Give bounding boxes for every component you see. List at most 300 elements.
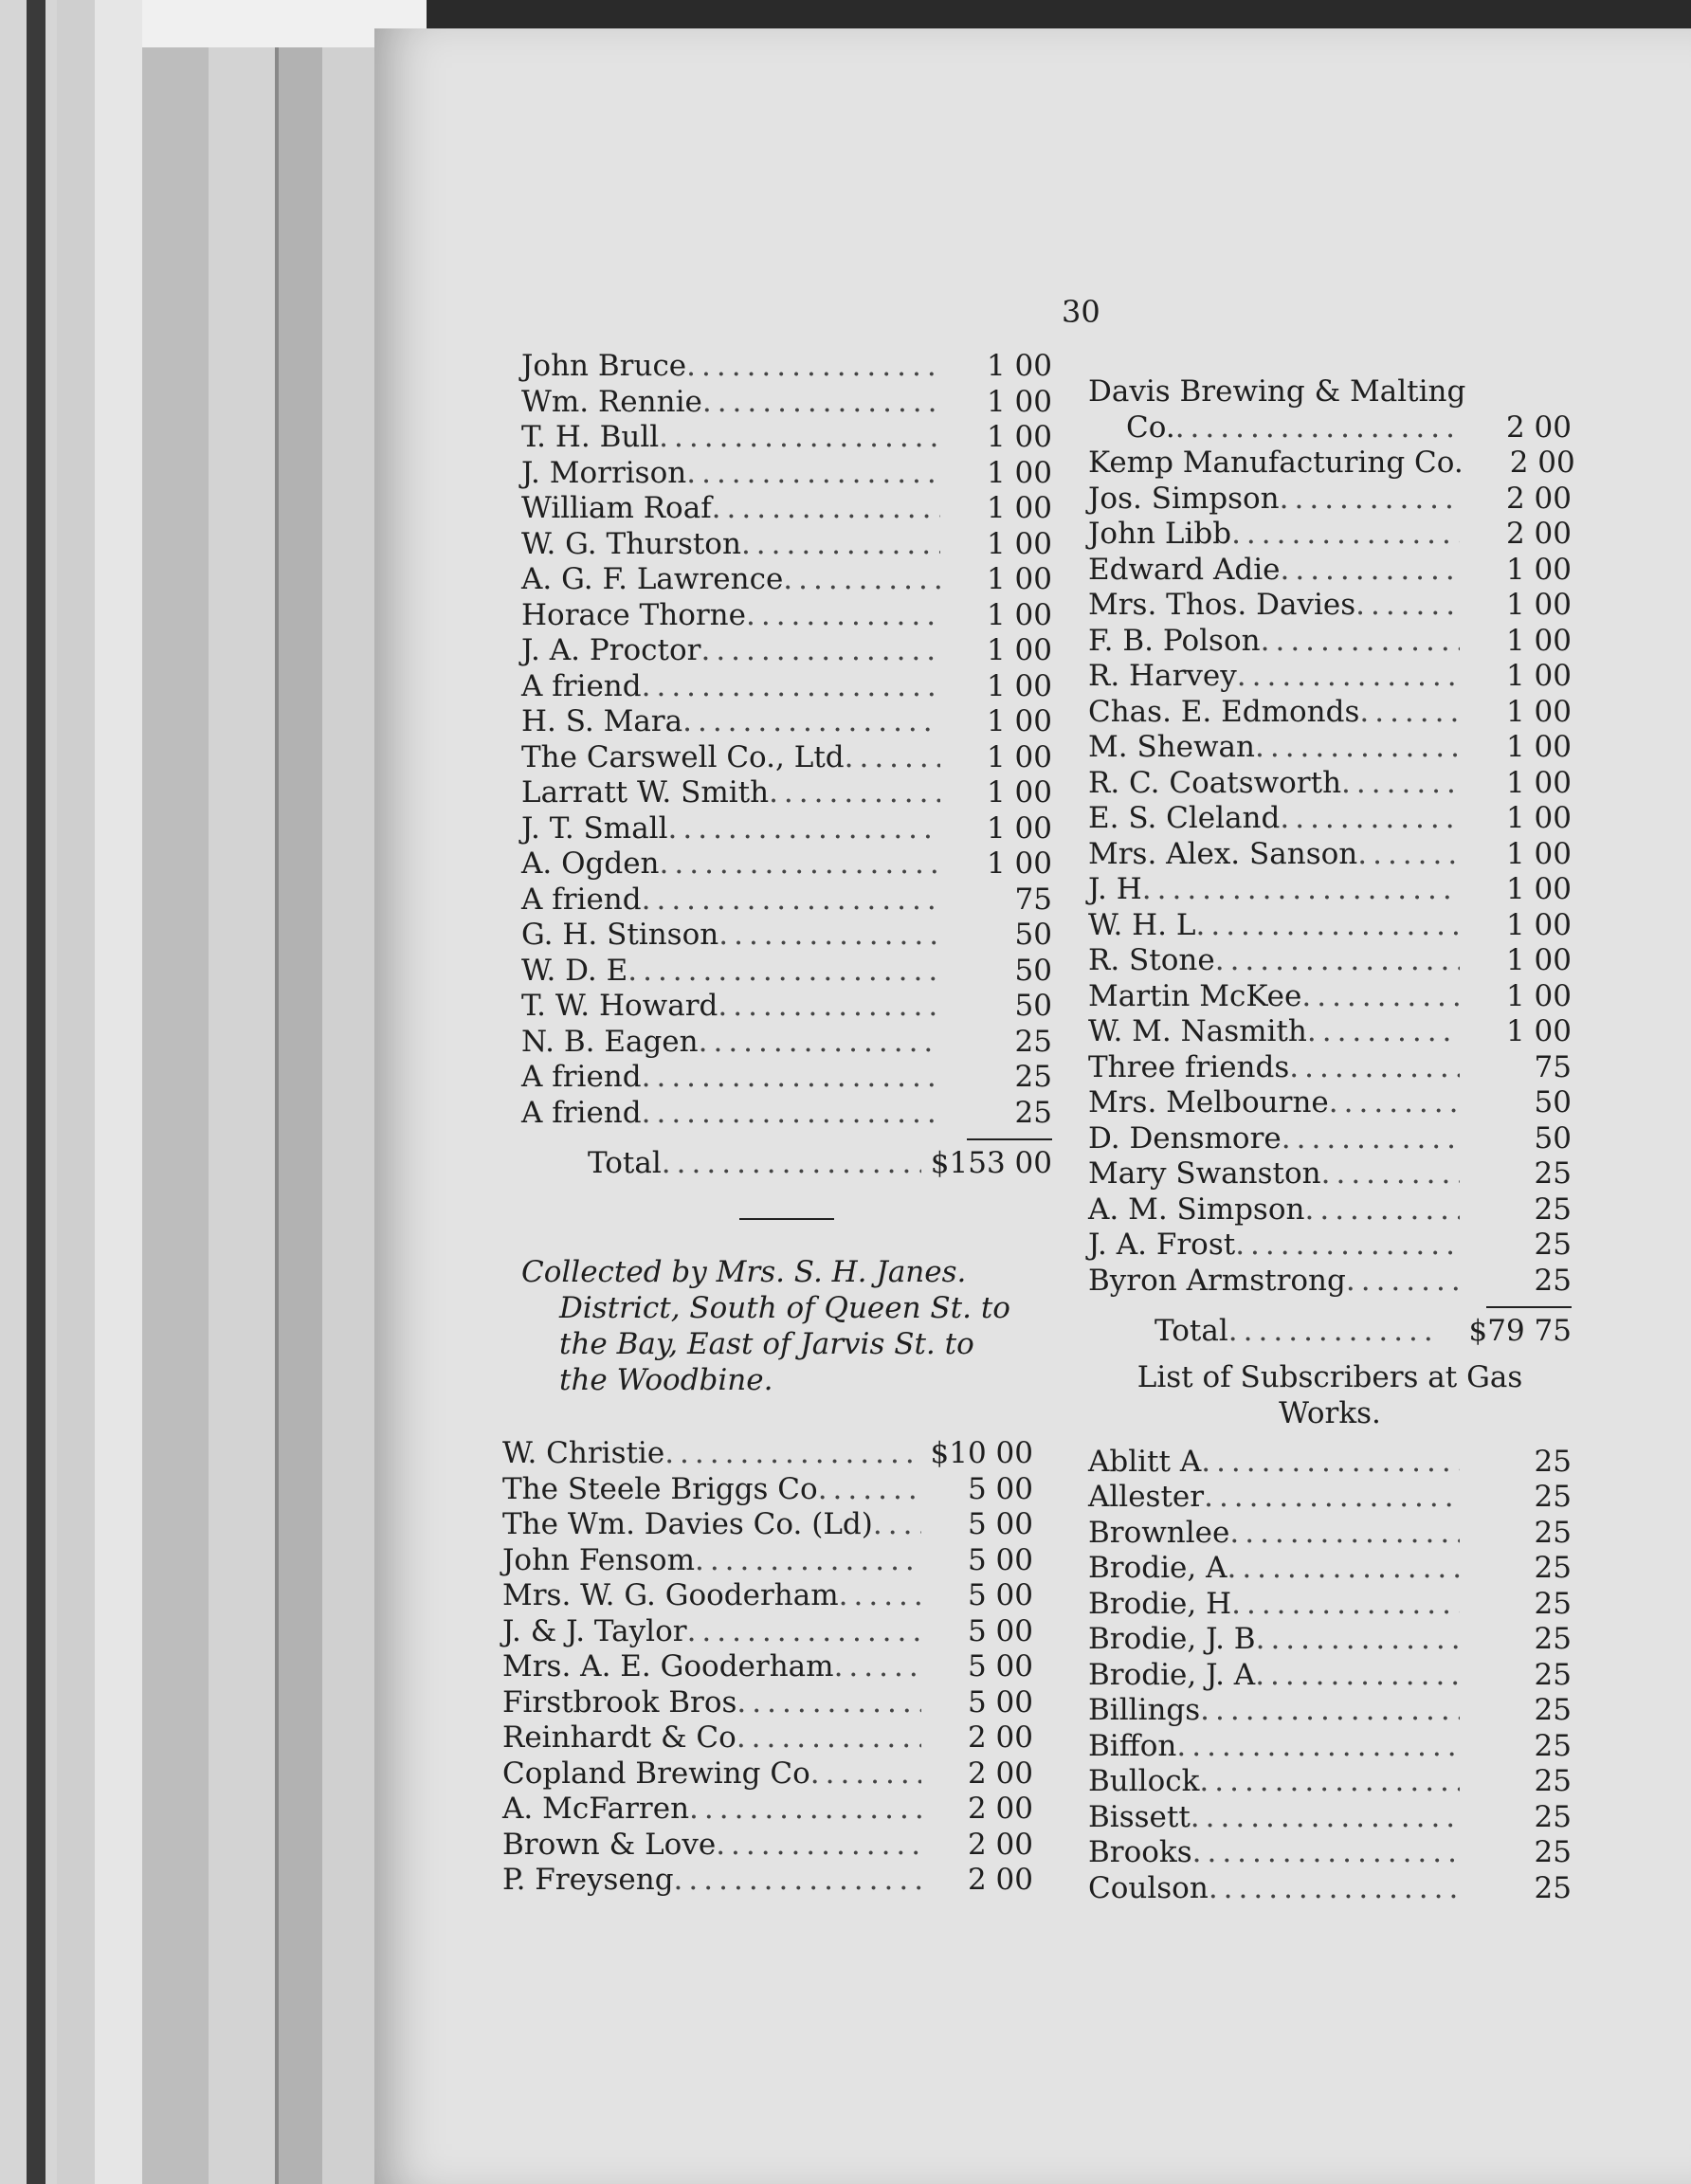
leader-dots [712, 491, 940, 527]
subscriber-amount: 25 [1534, 1764, 1572, 1798]
leader-dots [1281, 553, 1461, 589]
list-item [521, 1096, 1052, 1132]
list-item [1088, 1693, 1572, 1729]
subscriber-amount: 1 00 [1505, 623, 1572, 658]
subscriber-name: W. D. E [521, 953, 628, 988]
subscriber-name: The Carswell Co., Ltd [521, 739, 845, 774]
subscriber-amount: 1 00 [1505, 836, 1572, 871]
left-subscriber-list-2 [502, 1436, 1033, 1899]
list-item [521, 918, 1052, 954]
right-column [1088, 374, 1575, 1906]
leader-dots [1282, 1121, 1460, 1157]
subscriber-amount: 25 [1534, 1693, 1572, 1727]
leader-dots [1215, 943, 1460, 979]
subscriber-amount: 1 00 [1505, 659, 1572, 693]
subscriber-amount: 25 [1534, 1444, 1572, 1479]
subscriber-name: Jos. Simpson [1088, 481, 1280, 516]
leader-dots [660, 846, 940, 883]
list-item [521, 1025, 1052, 1061]
subscriber-amount: 1 00 [986, 562, 1052, 596]
book-edge [27, 0, 45, 2184]
subscriber-name: A. Ogden [521, 846, 660, 881]
list-item [521, 704, 1052, 740]
leader-dots [839, 1578, 921, 1614]
leader-dots [642, 1096, 940, 1132]
list-item [1088, 1445, 1572, 1481]
list-item [1088, 1014, 1572, 1050]
subscriber-amount: 75 [1534, 1049, 1572, 1084]
list-item [1088, 482, 1572, 518]
list-item [1088, 624, 1572, 660]
subscriber-name: R. Stone [1088, 943, 1215, 977]
subscriber-name: Bullock [1088, 1764, 1200, 1798]
subscriber-amount: 1 00 [986, 597, 1052, 632]
subscriber-amount: 1 00 [986, 846, 1052, 881]
list-item [521, 811, 1052, 847]
list-item [1088, 1551, 1572, 1587]
subscriber-amount: 1 00 [986, 668, 1052, 703]
list-item [521, 775, 1052, 811]
leader-dots [1200, 1693, 1460, 1729]
leader-dots [1228, 1314, 1441, 1350]
leader-dots [1191, 1800, 1460, 1836]
list-item [502, 1436, 1033, 1472]
subscriber-name: Allester [1088, 1480, 1205, 1514]
subscriber-amount: 1 00 [986, 455, 1052, 490]
subscriber-amount: 2 00 [967, 1863, 1033, 1897]
subscriber-name: J. T. Small [521, 810, 668, 846]
leader-dots [1307, 1014, 1460, 1050]
sum-rule [1486, 1306, 1572, 1308]
list-item [1088, 1192, 1572, 1228]
subscriber-name: G. H. Stinson [521, 918, 719, 952]
subscriber-amount: 5 00 [967, 1471, 1033, 1506]
subscriber-amount: 1 00 [986, 384, 1052, 419]
subscriber-amount: 25 [1534, 1263, 1572, 1298]
subscriber-amount: 1 00 [1505, 978, 1572, 1013]
subscriber-amount: 1 00 [1505, 1014, 1572, 1048]
subscriber-name: E. S. Cleland [1088, 801, 1281, 835]
leader-dots [1201, 1445, 1460, 1481]
subscriber-name: Chas. E. Edmonds [1088, 694, 1360, 729]
subscriber-name: W. G. Thurston [521, 526, 741, 561]
leader-dots [1280, 801, 1460, 837]
section-divider [739, 1218, 834, 1220]
list-item [521, 456, 1052, 492]
leader-dots [1359, 695, 1460, 731]
list-item [521, 385, 1052, 421]
subscriber-amount: 2 00 [1505, 517, 1572, 551]
leader-dots [682, 704, 940, 740]
list-item [1088, 517, 1572, 553]
subscriber-name: Byron Armstrong [1088, 1263, 1346, 1298]
leader-dots [783, 562, 940, 598]
subscriber-amount: 5 00 [967, 1613, 1033, 1648]
leader-dots [834, 1649, 921, 1685]
leader-dots [1255, 1658, 1460, 1694]
right-total-row [1088, 1314, 1572, 1350]
leader-dots [873, 1507, 921, 1543]
leader-dots [1341, 766, 1460, 802]
subscriber-name: J. Morrison [521, 455, 687, 490]
leader-dots [664, 1436, 921, 1472]
leader-dots [1329, 1085, 1460, 1121]
subscriber-name: Copland Brewing Co [502, 1756, 810, 1791]
subscriber-amount: 5 00 [967, 1542, 1033, 1577]
subscriber-name: Mrs. A. E. Gooderham [502, 1649, 834, 1684]
list-item [521, 883, 1052, 919]
list-item [502, 1792, 1033, 1828]
list-item [502, 1543, 1033, 1579]
subscriber-name: Coulson [1088, 1870, 1209, 1905]
list-item [1088, 943, 1572, 979]
list-item [521, 1060, 1052, 1096]
heading-line: Works. [1279, 1395, 1381, 1430]
leader-dots [695, 1543, 921, 1579]
subscriber-amount: 25 [1534, 1799, 1572, 1834]
subscriber-name: J. A. Proctor [521, 633, 701, 667]
subscriber-amount: 2 00 [967, 1827, 1033, 1862]
subscriber-name: Mrs. Thos. Davies [1088, 588, 1356, 622]
leader-dots [1229, 1516, 1460, 1552]
leader-dots [642, 1060, 940, 1096]
subscriber-name: Brown & Love [502, 1827, 717, 1862]
subscriber-name: Brooks [1088, 1835, 1192, 1869]
subscriber-name: R. Harvey [1088, 659, 1237, 693]
list-item [1088, 766, 1572, 802]
list-item [502, 1720, 1033, 1756]
subscriber-amount: 25 [1534, 1156, 1572, 1191]
leader-dots [1176, 1729, 1460, 1765]
subscriber-amount: 1 00 [1505, 552, 1572, 587]
subscriber-name: N. B. Eagen [521, 1024, 699, 1059]
leader-dots [662, 1146, 921, 1182]
collected-line: the Woodbine. [559, 1362, 773, 1397]
subscriber-amount: 25 [1534, 1192, 1572, 1227]
subscriber-amount: 25 [1534, 1515, 1572, 1550]
list-item [1088, 872, 1572, 908]
subscriber-name: J. A. Frost [1088, 1228, 1236, 1262]
leader-dots [1199, 1764, 1460, 1800]
subscriber-name: J. & J. Taylor [502, 1613, 687, 1648]
list-item [1088, 1121, 1572, 1157]
subscriber-amount: 50 [1014, 918, 1052, 952]
subscriber-name: A. G. F. Lawrence [521, 562, 784, 596]
leader-dots [1321, 1156, 1460, 1192]
list-item [1088, 695, 1572, 731]
collected-line: the Bay, East of Jarvis St. to [559, 1326, 974, 1361]
subscriber-amount: 1 00 [986, 420, 1052, 454]
subscriber-name: Wm. Rennie [521, 384, 702, 419]
leader-dots [1231, 1587, 1460, 1623]
subscriber-name: Biffon [1088, 1728, 1177, 1763]
subscriber-amount: 25 [1534, 1622, 1572, 1656]
leader-dots [687, 1614, 921, 1650]
subscriber-amount: 1 00 [1505, 694, 1572, 729]
subscriber-amount: 50 [1534, 1120, 1572, 1156]
leader-dots [686, 456, 940, 492]
leader-dots [699, 1025, 940, 1061]
subscriber-name: Billings [1088, 1693, 1201, 1727]
list-item [1088, 1871, 1572, 1907]
subscriber-amount: 25 [1014, 1095, 1052, 1130]
book-edge [209, 0, 284, 2184]
subscriber-name: H. S. Mara [521, 704, 683, 738]
subscriber-amount: 2 00 [1509, 446, 1575, 480]
subscriber-name: W. M. Nasmith [1088, 1014, 1307, 1048]
subscriber-name: Larratt W. Smith [521, 775, 770, 810]
subscriber-name: W. Christie [502, 1436, 665, 1470]
subscriber-name: A friend [521, 1060, 642, 1094]
list-item [1088, 374, 1572, 410]
subscriber-name: T. W. Howard [521, 989, 718, 1023]
subscriber-name: A friend [521, 882, 642, 917]
subscriber-amount: 5 00 [967, 1684, 1033, 1720]
leader-dots [674, 1863, 921, 1899]
subscriber-name: The Wm. Davies Co. (Ld) [502, 1507, 873, 1541]
leader-dots [718, 918, 940, 954]
subscriber-amount: $10 00 [930, 1436, 1033, 1470]
list-item [502, 1685, 1033, 1721]
leader-dots [746, 598, 940, 634]
leader-dots [1204, 1480, 1460, 1516]
subscriber-name: Brownlee [1088, 1515, 1230, 1550]
subscriber-amount: 1 00 [1505, 907, 1572, 942]
list-item [1088, 553, 1572, 589]
leader-dots [1142, 872, 1460, 908]
subscriber-name: Firstbrook Bros [502, 1684, 737, 1720]
list-item [1088, 1835, 1572, 1871]
subscriber-amount: 1 00 [986, 491, 1052, 525]
leader-dots [1237, 659, 1460, 695]
subscriber-name: Martin McKee [1088, 978, 1302, 1013]
leader-dots [818, 1472, 921, 1508]
right-subscriber-list [1088, 446, 1575, 1299]
subscriber-amount: 25 [1534, 1657, 1572, 1692]
subscriber-amount: 1 00 [986, 739, 1052, 774]
leader-dots [1192, 1835, 1460, 1871]
list-item [521, 633, 1052, 669]
leader-dots [1231, 517, 1460, 553]
subscriber-name: John Bruce [521, 349, 687, 383]
subscriber-name: Brodie, A [1088, 1551, 1227, 1585]
leader-dots [659, 420, 940, 456]
subscriber-amount: 1 00 [1505, 730, 1572, 764]
list-item [1088, 446, 1575, 482]
subscriber-name: W. H. L [1088, 907, 1196, 942]
subscriber-amount: 5 00 [967, 1578, 1033, 1612]
list-item [502, 1507, 1033, 1543]
total-amount: $153 00 [930, 1146, 1052, 1180]
leader-dots [702, 385, 940, 421]
subscriber-amount: 2 00 [1505, 481, 1572, 516]
gas-works-heading [1088, 1359, 1572, 1431]
subscriber-amount: 2 00 [967, 1756, 1033, 1791]
list-item [521, 846, 1052, 883]
leader-dots [668, 811, 940, 847]
subscriber-amount: 25 [1014, 1024, 1052, 1059]
subscriber-amount: 50 [1014, 953, 1052, 988]
subscriber-name: A. McFarren [502, 1792, 690, 1826]
list-item [502, 1472, 1033, 1508]
leader-dots [1280, 482, 1460, 518]
collected-line: District, South of Queen St. to [559, 1290, 1010, 1325]
subscriber-name: Davis Brewing & Malting [1088, 374, 1466, 409]
list-item [1088, 1085, 1572, 1121]
leader-dots [1355, 588, 1460, 624]
list-item [502, 1828, 1033, 1864]
list-item [521, 954, 1052, 990]
list-item [521, 562, 1052, 598]
leader-dots [1255, 730, 1460, 766]
subscriber-amount: 1 00 [1505, 801, 1572, 835]
list-item [1088, 1480, 1572, 1516]
leader-dots [1357, 837, 1460, 873]
list-item [521, 527, 1052, 563]
list-item [1088, 908, 1572, 944]
subscriber-amount: 1 00 [986, 526, 1052, 561]
sum-rule [967, 1138, 1052, 1140]
subscriber-name: Brodie, J. B [1088, 1622, 1256, 1656]
list-item [521, 989, 1052, 1025]
list-item [1088, 1156, 1572, 1192]
subscriber-name: Edward Adie [1088, 552, 1281, 587]
subscriber-amount: 5 00 [967, 1649, 1033, 1684]
list-item [521, 740, 1052, 776]
leader-dots [845, 740, 940, 776]
list-item [1088, 1658, 1572, 1694]
collected-by-note [521, 1254, 1052, 1398]
leader-dots [1227, 1551, 1460, 1587]
leader-dots [810, 1756, 921, 1793]
subscriber-name: John Libb [1088, 517, 1232, 551]
subscriber-name: Bissett [1088, 1799, 1191, 1834]
subscriber-amount: 25 [1014, 1060, 1052, 1094]
subscriber-amount: 1 00 [1505, 588, 1572, 622]
list-item [1088, 730, 1572, 766]
subscriber-amount: 50 [1014, 989, 1052, 1023]
subscriber-amount: 25 [1534, 1835, 1572, 1869]
subscriber-name: Three friends [1088, 1049, 1290, 1084]
leader-dots [716, 1828, 921, 1864]
subscriber-amount: 1 00 [986, 704, 1052, 738]
subscriber-amount: 25 [1534, 1870, 1572, 1905]
subscriber-name: M. Shewan [1088, 730, 1255, 764]
total-label: Total [1155, 1314, 1228, 1348]
leader-dots [1346, 1264, 1460, 1300]
leader-dots [642, 883, 940, 919]
subscriber-name: A friend [521, 1095, 642, 1130]
subscriber-amount: 25 [1534, 1480, 1572, 1514]
left-column [521, 349, 1052, 1398]
list-item [1088, 1800, 1572, 1836]
leader-dots [1261, 624, 1460, 660]
list-item [521, 491, 1052, 527]
subscriber-amount: 1 00 [1505, 943, 1572, 977]
leader-dots [1301, 979, 1460, 1015]
subscriber-name: Brodie, H [1088, 1586, 1232, 1621]
subscriber-name: J. H [1088, 872, 1142, 906]
list-item [502, 1649, 1033, 1685]
leader-dots [1289, 1050, 1460, 1086]
list-item [502, 1863, 1033, 1899]
leader-dots [1256, 1622, 1460, 1658]
list-item [1088, 1228, 1572, 1264]
subscriber-amount: 1 00 [986, 775, 1052, 810]
leader-dots [686, 349, 940, 385]
subscriber-amount: 25 [1534, 1586, 1572, 1621]
leader-dots [689, 1792, 921, 1828]
leader-dots [1209, 1871, 1460, 1907]
subscriber-name: Kemp Manufacturing Co. [1088, 446, 1464, 480]
subscriber-amount: 1 00 [1505, 765, 1572, 800]
subscriber-name: Mrs. W. G. Gooderham [502, 1578, 839, 1612]
leader-dots [1304, 1192, 1460, 1228]
heading-line: List of Subscribers at Gas [1136, 1359, 1523, 1394]
list-item [1088, 588, 1572, 624]
subscriber-name: John Fensom [502, 1542, 695, 1577]
subscriber-name: Co. [1126, 410, 1175, 445]
list-item [521, 598, 1052, 634]
list-item [1088, 1264, 1572, 1300]
leader-dots [1235, 1228, 1460, 1264]
subscriber-amount: 1 00 [986, 349, 1052, 383]
subscriber-name: Brodie, J. A [1088, 1657, 1256, 1692]
subscriber-name: William Roaf [521, 491, 712, 525]
list-item [1088, 1050, 1572, 1086]
subscriber-name: D. Densmore [1088, 1120, 1282, 1156]
subscriber-name: F. B. Polson [1088, 623, 1261, 658]
leader-dots [642, 669, 940, 705]
leader-dots [769, 775, 940, 811]
list-item [1088, 801, 1572, 837]
subscriber-amount: 50 [1534, 1085, 1572, 1119]
subscriber-amount: 2 00 [967, 1792, 1033, 1826]
list-item [521, 420, 1052, 456]
list-item [502, 1614, 1033, 1650]
subscriber-name: Mrs. Alex. Sanson [1088, 836, 1358, 871]
subscriber-amount: 1 00 [986, 633, 1052, 667]
left-total-row [521, 1146, 1052, 1182]
subscriber-name: T. H. Bull [521, 420, 660, 454]
subscriber-name: R. C. Coatsworth [1088, 765, 1342, 800]
subscriber-name: Ablitt A [1088, 1444, 1202, 1479]
subscriber-name: A friend [521, 668, 642, 703]
subscriber-name: Mrs. Melbourne [1088, 1085, 1329, 1119]
list-item [502, 1578, 1033, 1614]
leader-dots [700, 633, 940, 669]
left-column-lower [502, 1436, 1033, 1899]
leader-dots [736, 1685, 921, 1721]
subscriber-name: Mary Swanston [1088, 1156, 1321, 1191]
leader-dots [736, 1720, 921, 1756]
subscriber-name: A. M. Simpson [1088, 1192, 1305, 1227]
list-item [521, 669, 1052, 705]
subscriber-amount: 25 [1534, 1228, 1572, 1262]
subscriber-amount: 5 00 [967, 1507, 1033, 1541]
gas-works-subscriber-list [1088, 1445, 1572, 1907]
leader-dots [1175, 410, 1460, 446]
list-item [1088, 1516, 1572, 1552]
list-item [1088, 979, 1572, 1015]
list-item [1088, 1587, 1572, 1623]
subscriber-name: The Steele Briggs Co [502, 1471, 818, 1506]
left-subscriber-list [521, 349, 1052, 1131]
list-item [521, 349, 1052, 385]
leader-dots [718, 989, 940, 1025]
subscriber-name: Reinhardt & Co [502, 1720, 736, 1755]
subscriber-name: Horace Thorne [521, 597, 746, 632]
